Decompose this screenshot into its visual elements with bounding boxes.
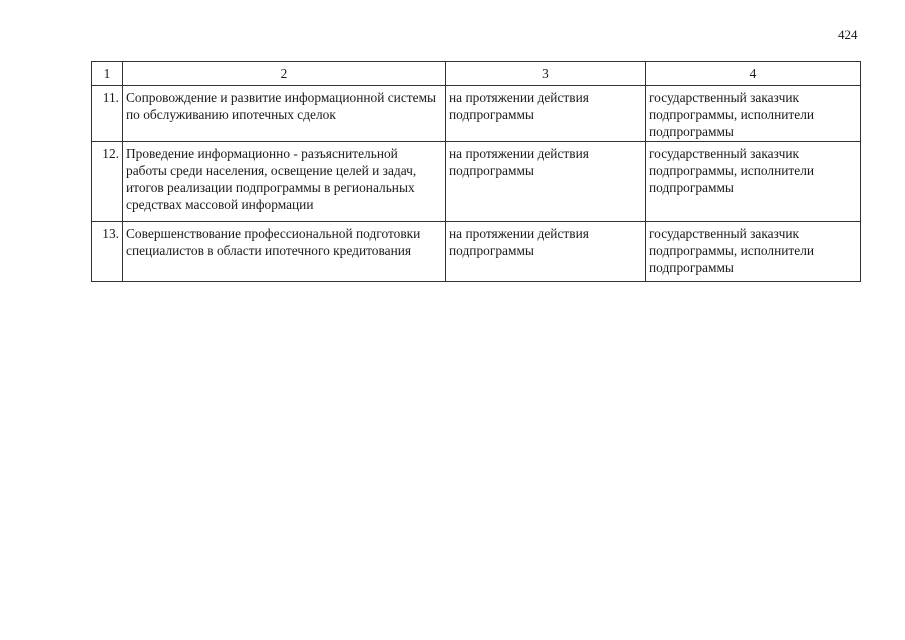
row-number: 12. bbox=[92, 142, 123, 222]
table-row bbox=[92, 142, 861, 222]
row-number: 13. bbox=[92, 222, 123, 282]
table-header-row bbox=[92, 62, 861, 86]
page-number: 424 bbox=[838, 27, 858, 42]
header-cell-1: 1 bbox=[92, 62, 123, 86]
table-row bbox=[92, 222, 861, 282]
term-cell: на протяжении действия подпрограммы bbox=[446, 222, 646, 282]
row-number: 11. bbox=[92, 86, 123, 142]
activity-cell: Сопровождение и развитие информационной системы по обслуживанию ипотечных сделок bbox=[123, 86, 446, 142]
term-cell: на протяжении действия подпрограммы bbox=[446, 142, 646, 222]
header-cell-3: 3 bbox=[446, 62, 646, 86]
header-cell-2: 2 bbox=[123, 62, 446, 86]
table-row bbox=[92, 86, 861, 142]
responsible-cell: государственный заказчик подпрограммы, исполнители подпрограммы bbox=[646, 86, 861, 142]
activity-cell: Проведение информационно - разъяснительной работы среди населения, освещение целей и задач, итогов реализации подпрограммы в региональных средствах массовой информации bbox=[123, 142, 446, 222]
responsible-cell: государственный заказчик подпрограммы, исполнители подпрограммы bbox=[646, 222, 861, 282]
header-cell-4: 4 bbox=[646, 62, 861, 86]
term-cell: на протяжении действия подпрограммы bbox=[446, 86, 646, 142]
responsible-cell: государственный заказчик подпрограммы, исполнители подпрограммы bbox=[646, 142, 861, 222]
activity-cell: Совершенствование профессиональной подготовки специалистов в области ипотечного кредитования bbox=[123, 222, 446, 282]
measures-table bbox=[91, 61, 861, 282]
